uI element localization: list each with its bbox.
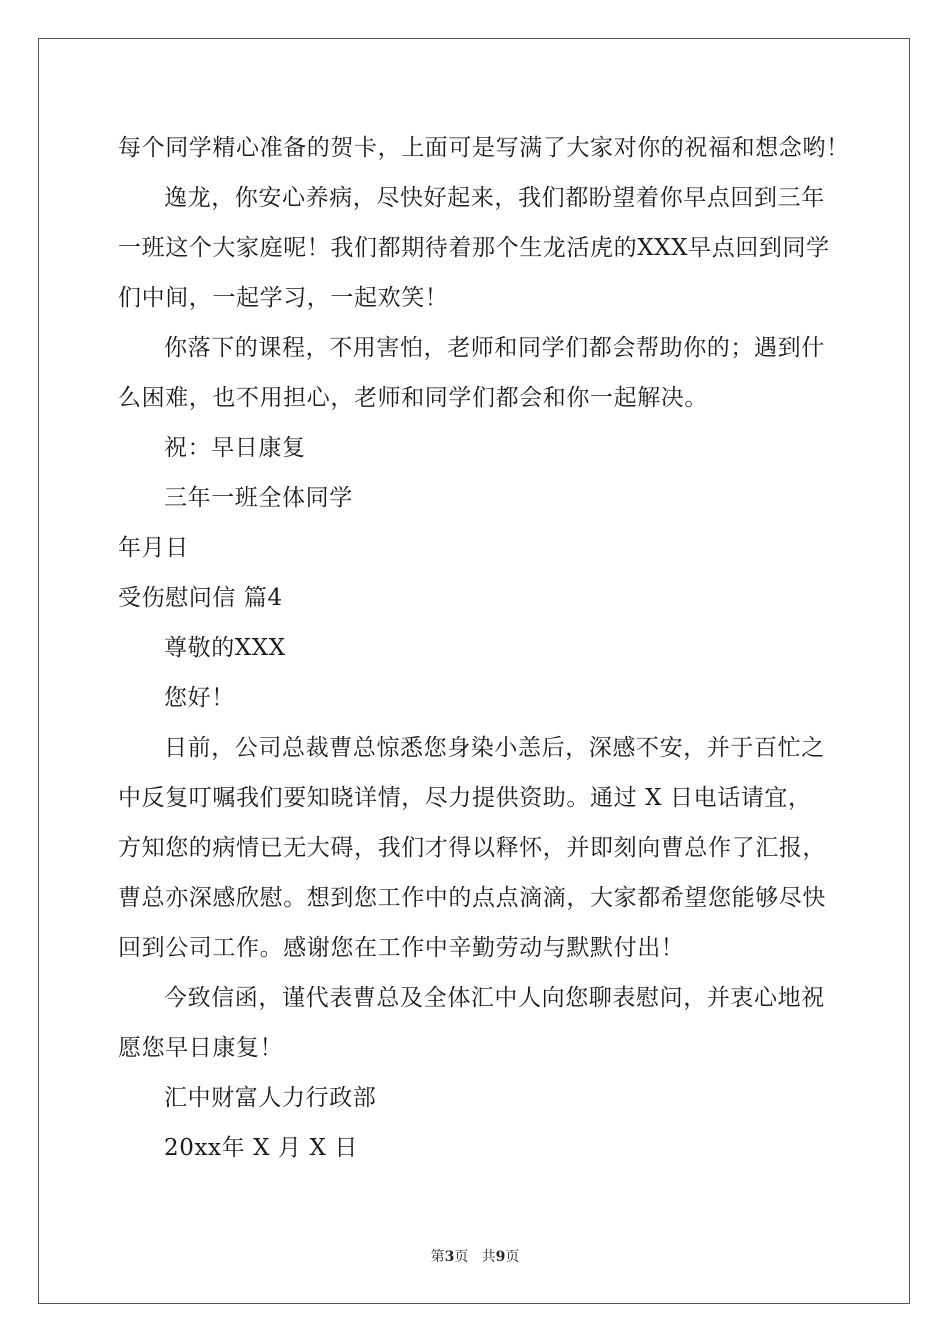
footer-total-prefix: 共 [481,1249,496,1265]
page-footer [0,1248,950,1266]
paragraph-2-line-1: 逸龙，你安心养病，尽快好起来，我们都盼望着你早点回到三年 [164,185,825,211]
salutation: 尊敬的XXX [164,635,286,661]
paragraph-3-line-1: 你落下的课程，不用害怕，老师和同学们都会帮助你的；遇到什 [164,335,825,361]
wish-line: 祝：早日康复 [164,435,306,461]
paragraph-5-line-2: 愿您早日康复！ [118,1035,284,1061]
date-line-1: 年月日 [118,535,189,561]
paragraph-4-line-4: 曹总亦深感欣慰。想到您工作中的点点滴滴，大家都希望您能够尽快 [118,885,826,911]
paragraph-2-line-2: 一班这个大家庭呢！我们都期待着那个生龙活虎的XXX早点回到同学 [118,235,830,261]
paragraph-4-line-2: 中反复叮嘱我们要知晓详情，尽力提供资助。通过 X 日电话请宜， [118,785,812,811]
date-line-2: 20xx年 X 月 X 日 [164,1135,359,1161]
footer-total-suffix: 页 [505,1249,520,1265]
paragraph-1-line-1: 每个同学精心准备的贺卡，上面可是写满了大家对你的祝福和想念哟！ [118,135,850,161]
footer-page-total: 9 [495,1249,506,1265]
signature-line: 三年一班全体同学 [164,485,353,511]
paragraph-3-line-2: 么困难，也不用担心，老师和同学们都会和你一起解决。 [118,385,708,411]
section-heading: 受伤慰问信 篇4 [118,585,283,611]
page-frame [38,38,910,1304]
paragraph-4-line-3: 方知您的病情已无大碍，我们才得以释怀，并即刻向曹总作了汇报， [118,835,826,861]
footer-page-suffix: 页 [454,1249,469,1265]
footer-page-current: 3 [444,1249,455,1265]
paragraph-2-line-3: 们中间，一起学习，一起欢笑！ [118,285,449,311]
footer-page-prefix: 第 [430,1249,445,1265]
sender-line: 汇中财富人力行政部 [164,1085,377,1111]
greeting: 您好！ [164,685,235,711]
paragraph-5-line-1: 今致信函，谨代表曹总及全体汇中人向您聊表慰问，并衷心地祝 [164,985,825,1011]
paragraph-4-line-5: 回到公司工作。感谢您在工作中辛勤劳动与默默付出！ [118,935,685,961]
paragraph-4-line-1: 日前，公司总裁曹总惊悉您身染小恙后，深感不安，并于百忙之 [164,735,825,761]
